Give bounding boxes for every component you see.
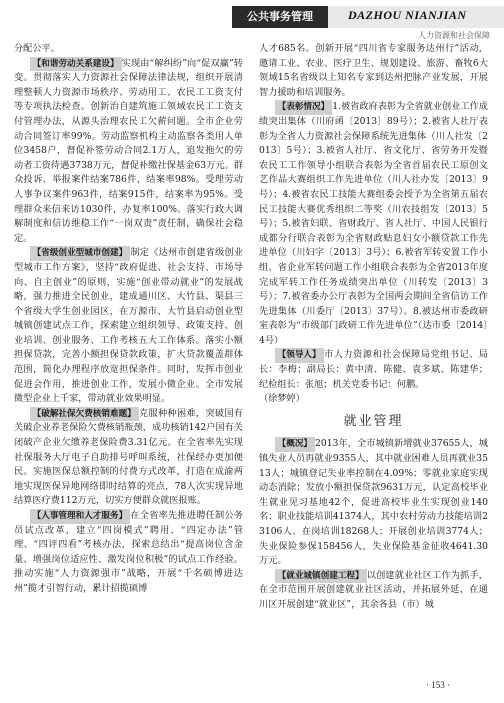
paragraph-entrepreneurship-city <box>14 246 243 407</box>
left-column <box>14 42 243 597</box>
paragraph: 人才685名。创新开展“四川省专家服务达州行”活动，邀请工业、农业、医疗卫生、规划建设、旅游、畜牧6大领域15名省级以上知名专家到达州把脉产业发展，开展智力援助和培训服务。 <box>259 43 488 98</box>
topic-tag: 【概况】 <box>275 437 315 452</box>
chapter-subtitle: 人力资源和社会保障 <box>418 31 490 40</box>
author-credit: （徐梦婷） <box>259 393 305 405</box>
yearbook-title-en: DAZHOU NIANJIAN <box>348 8 467 22</box>
paragraph-text: 实现由“解纠纷”向“促双赢”转变。贯彻落实人力资源社会保障法律法规，组织开展清理整顿人力资源市场秩序、劳动用工、农民工工资支付等专项执法检查。创新治自建筑施工领域农民工工资支付管理办法，从源头治理农民工欠薪问题。全市企业劳动合同签订率99%。劳动监察机构主动监察各类用人单位3458户，督促补签劳动合同2.1万人，追发拖欠的劳动者工资待遇3738万元，督促补缴社保基金63万元。群众投诉、举报案件结案786件，结案率98%。受理劳动人事争议案件963件，结案915件，结案率为95%。受理群众来信来访1030件，办复率100%。落实行政大调解制度和信访维稳工作“一岗双责”责任制，确保社会稳定。 <box>14 57 243 244</box>
paragraph-text: 在全省率先推进聘任制公务员试点改革，建立“四岗模式”聘用、“四定办法”管理、“四评四看”考核办法，探索总结出“提高岗位含金量、增强岗位适应性、激发岗位积极”的试点工作经验。推动实施“人力资源强市”战略，开展“千名硕博进达州”揽才引智行动，累计招揽硕博 <box>14 510 243 594</box>
paragraph-text: 市人力资源和社会保障局党组书记、局长：李梅；副局长：黄中清、陈健、袁多斌、陈建华；纪检组长：张旭；机关党委书记：何鹏。 <box>259 349 488 390</box>
topic-tag: 【破解社保欠费核销难题】 <box>30 407 139 422</box>
section-heading: 就业管理 <box>343 413 404 429</box>
paragraph-text: 1.被省政府表彰为全省就业创业工作成绩突出集体（川府函〔2013〕89号）；2.被省人社厅表彰为全省人力资源社会保障系统先进集体（川人社发〔2013〕5号）；3.被省人社厅、省文化厅、省劳务开发暨农民工工作领导小组联合表彰为全省首届农民工原创文艺作品大赛组织工作先进单位（川人社办发〔2013〕9号）；4.被省农民工技能大赛组委会授予为全省第五届农民工技能大赛优秀组织二等奖（川农技组发〔2013〕5号）；5.被省妇联、省财政厅、省人社厅、中国人民银行成都分行联合表彰为全省财政贴息妇女小额贷款工作先进单位（川妇字〔2013〕3号）；6.被省军转安置工作小组、省企业军转问题工作小组联合表彰为全省2013年度完成军转工作任务成绩突出单位（川转发〔2013〕3号）；7.被省委办公厅表彰为全国两会期间全省信访工作先进集体（川委厅〔2013〕37号）。8.被达州市委政研室表彰为“市级部门政研工作先进单位”（达市委〔2014〕4号） <box>259 101 488 346</box>
topic-tag: 【领导人】 <box>275 348 324 363</box>
page-number: · 153 · <box>426 680 450 690</box>
topic-tag: 【人事管理和人才服务】 <box>30 509 131 524</box>
topic-tag: 【就业城镇创建工程】 <box>275 569 367 584</box>
paragraph-personnel <box>14 509 243 597</box>
paragraph-labor-relations <box>14 57 243 247</box>
paragraph-text: 克服种种困难，突破国有关破企业养老保险欠费核销瓶颈，成功核销142户国有关闭破产企业欠缴养老保险费3.31亿元。在全省率先实现社保服务大厅电子自助排号呼叫系统，社保经办更加便民。实施医保总额控制的付费方式改革，打造在成渝两地实现医保异地网络即时结算的亮点，78人次实现异地结算医疗费112万元，切实方便群众就医报账。 <box>14 407 243 507</box>
topic-tag: 【和谐劳动关系建设】 <box>30 57 122 72</box>
right-column <box>259 42 488 613</box>
section-label: 公共事务管理 <box>232 6 328 28</box>
paragraph: 分配公平。 <box>14 43 60 54</box>
topic-tag: 【表彰情况】 <box>275 100 333 115</box>
paragraph-overview <box>259 437 488 568</box>
paragraph-text: 以创建就业社区工作为抓手，在全市范围开展创建就业社区活动，并拓展外延，在通川区开展创建“就业区”，其余各县（市）城 <box>259 569 488 610</box>
paragraph-leaders <box>259 348 488 392</box>
paragraph-employment-towns <box>259 569 488 613</box>
paragraph-social-security <box>14 407 243 509</box>
topic-tag: 【省级创业型城市创建】 <box>30 246 131 261</box>
paragraph-text: 制定《达州市创建省级创业型城市工作方案》，坚持“政府促进、社会支持、市场导向、自主创业”的原则，实施“创业带动就业”的发展战略，强力推进全民创业，建成通川区、大竹县、渠县三个省级大学生创业园区，在万源市、大竹县启动创业型城镇创建试点工作，探索建立组织领导、政策支持、创业培训、创业服务、工作考核五大工作体系。落实小额担保贷款，完善小额担保贷款政策，扩大贷款覆盖群体范围，简化办理程序放宽担保条件。同时，发挥市创业促进会作用，推进创业工作，发展小微企业。全市发展微型企业上千家，带动就业效果明显。 <box>14 247 243 405</box>
paragraph-awards <box>259 100 488 348</box>
paragraph-text: 2013年，全市城镇新增就业37655人，城镇失业人员再就业9355人，其中就业困难人员再就业3513人；城镇登记失业率控制在4.09%；零就业家庭实现动态消除；发放小额担保贷款9631万元，认定高校毕业生就业见习基地42个，促进高校毕业生实现创业140名；职业技能培训41374人，其中农村劳动力技能培训23106人、在岗培训18268人；开展创业培训3774人；失业保险参保158456人，失业保险基金征收4641.30万元。 <box>259 438 488 567</box>
page-header <box>0 6 504 40</box>
